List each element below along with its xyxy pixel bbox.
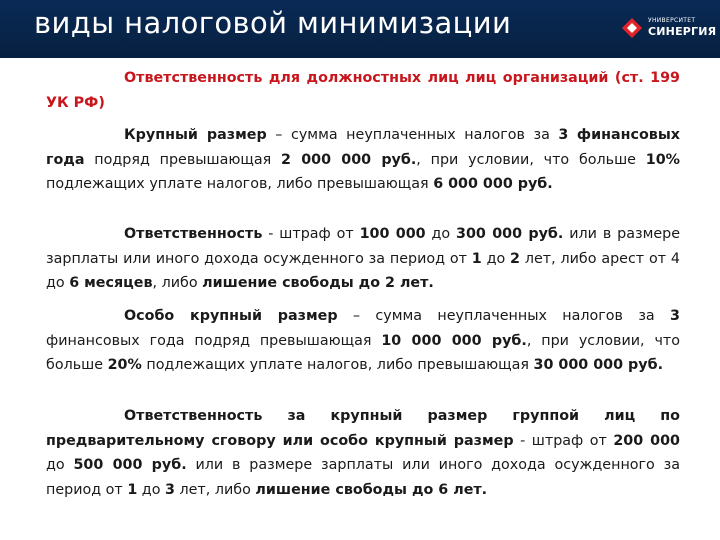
text: финансовых года подряд превышающая [46, 332, 382, 349]
value: 100 000 [359, 226, 426, 242]
header-bar [0, 0, 720, 58]
value: 3 [558, 127, 569, 143]
value: 30 000 000 руб. [533, 357, 664, 374]
value: 1 [471, 250, 482, 267]
paragraph-liability [46, 222, 680, 296]
value: 300 000 руб. [456, 226, 564, 242]
text: либо [210, 481, 256, 498]
paragraph-group-liability [46, 404, 680, 502]
text: подлежащих уплате налогов, либо превышающая [141, 357, 534, 374]
text: подряд превышающая [84, 151, 282, 168]
value: 20% [107, 357, 142, 374]
value: 6 000 000 руб. [433, 176, 553, 193]
logo-text [648, 17, 716, 38]
logo-line-1: УНИВЕРСИТЕТ [648, 17, 696, 24]
text: , либо [152, 275, 203, 292]
university-logo [622, 14, 717, 44]
slide-title: виды налоговой минимизации [34, 6, 512, 40]
term-especially-large-size: Особо крупный размер [124, 308, 338, 324]
text: , при условии, что больше [46, 332, 680, 374]
logo-line-2: СИНЕРГИЯ [648, 25, 717, 38]
value: финансовых года [46, 127, 680, 168]
text: – сумма неуплаченных налогов за [337, 308, 671, 324]
text: - штраф от [513, 432, 614, 449]
value: 200 000 [613, 432, 680, 449]
value: 2 [510, 250, 520, 267]
value: 2 000 000 руб. [281, 151, 417, 168]
text: до [481, 250, 511, 267]
section-heading [46, 66, 680, 115]
text: лет, либо арест от 4 до [46, 250, 680, 292]
text: до [46, 457, 74, 474]
paragraph-especially-large-size [46, 304, 680, 378]
value: 10% [645, 151, 680, 168]
heading-line-1: Ответственность для должностных лиц лиц [124, 70, 497, 86]
text: до [425, 226, 457, 242]
term-group-liability: Ответственность за крупный размер группой лиц по предварительному сговору или особо крупный размер [46, 408, 680, 449]
text: или в размере зарплаты или иного дохода осужденного за период от [46, 226, 681, 267]
value: 500 000 руб. [73, 457, 187, 474]
text: лет, [174, 481, 211, 498]
heading-line-2: организаций (ст. 199 УК РФ) [46, 70, 680, 111]
value: 3 [670, 308, 680, 324]
text: , при условии, что больше [416, 151, 646, 168]
value: лишение свободы до 2 лет. [202, 275, 434, 292]
term-liability: Ответственность [124, 226, 263, 242]
text: до [137, 481, 165, 498]
value: 3 [165, 481, 175, 498]
logo-icon [622, 18, 642, 38]
term-large-size: Крупный размер [124, 127, 267, 143]
value: 1 [127, 481, 138, 498]
value: лишение свободы до 6 лет. [255, 481, 488, 498]
text: - штраф от [262, 226, 360, 242]
text: подлежащих уплате налогов, либо превышающая [46, 176, 434, 193]
value: 6 месяцев [69, 275, 153, 292]
text: или в размере зарплаты или иного дохода осужденного за период от [46, 457, 680, 498]
value: 10 000 000 руб. [381, 332, 527, 349]
paragraph-large-size [46, 123, 680, 197]
text: – сумма неуплаченных налогов за [266, 127, 559, 143]
